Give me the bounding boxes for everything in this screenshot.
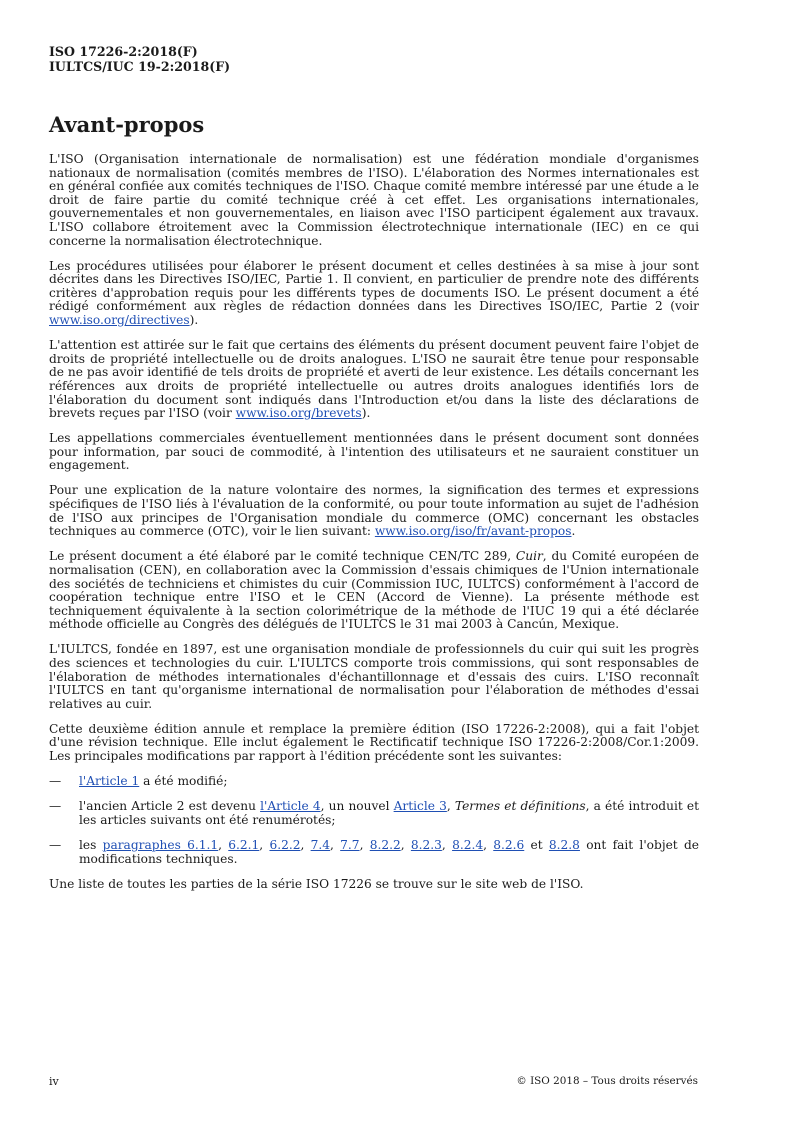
link-directives[interactable]: www.iso.org/directives xyxy=(49,313,190,328)
link-paragraph[interactable]: 8.2.6 xyxy=(493,837,525,852)
link-article-1[interactable]: l'Article 1 xyxy=(79,774,140,789)
link-paragraph[interactable]: 6.2.1 xyxy=(228,837,260,852)
link-paragraph[interactable]: 8.2.2 xyxy=(369,837,401,852)
link-paragraph[interactable]: 8.2.4 xyxy=(452,837,484,852)
link-paragraph[interactable]: 7.7 xyxy=(340,837,360,852)
dash-marker: — xyxy=(49,774,62,789)
link-paragraph[interactable]: 7.4 xyxy=(310,837,331,852)
paragraph-voluntary-nature: Pour une explication de la nature volontaire des normes, la signification des termes et expressions spécifiques de l'ISO liés à l'évaluation de la conformité, ou pour toute information au sujet de l'adhésion de l'ISO aux principes de l'Organisation mondiale du commerce (OMC) concernant les obstacles techniques au commerce (OTC), voir le lien suivant: www.iso.org/iso/fr/avant-propos. xyxy=(49,483,699,539)
link-article-4[interactable]: l'Article 4 xyxy=(260,799,321,814)
iultcs-number: IULTCS/IUC 19-2:2018(F) xyxy=(49,59,231,74)
paragraph-series-list: Une liste de toutes les parties de la série ISO 17226 se trouve sur le site web de l'ISO. xyxy=(49,876,584,891)
paragraph-iultcs: L'IULTCS, fondée en 1897, est une organisation mondiale de professionnels du cuir qui suit les progrès des sciences et technologies du cuir. L'IULTCS comporte trois commissions, qui sont responsables de l'élaboration de méthodes internationales d'échantillonnage et d'essais des cuirs. L'ISO reconnaît l'IULTCS en tant qu'organisme international de normalisation pour l'élaboration de méthodes d'essai relatives au cuir. xyxy=(49,642,699,711)
standard-number: ISO 17226-2:2018(F) xyxy=(49,44,198,59)
link-article-3[interactable]: Article 3 xyxy=(393,799,447,814)
list-item: — l'Article 1 a été modifié; xyxy=(49,774,228,789)
paragraph-procedures: Les procédures utilisées pour élaborer le présent document et celles destinées à sa mise à jour sont décrites dans les Directives ISO/IEC, Partie 1. Il convient, en particulier de prendre note des différents critères d'approbation requis pour les différents types de documents ISO. Le présent document a été rédigé conformément aux règles de rédaction données dans les Directives ISO/IEC, Partie 2 (voir www.iso.org/directives). xyxy=(49,258,699,328)
paragraph-edition: Cette deuxième édition annule et remplace la première édition (ISO 17226-2:2008), qui a fait l'objet d'une révision technique. Elle inclut également le Rectificatif technique ISO 17226-2:2008/Cor.1:2009. Les principales modifications par rapport à l'édition précédente sont les suivantes: xyxy=(49,721,699,764)
link-avant-propos[interactable]: www.iso.org/iso/fr/avant-propos xyxy=(374,524,572,539)
list-item: — l'ancien Article 2 est devenu l'Article 4, un nouvel Article 3, Termes et définitions, a été introduit et les articles suivants ont été renumérotés; xyxy=(49,799,699,827)
dash-marker: — xyxy=(49,837,62,852)
dash-marker: — xyxy=(49,799,62,814)
link-brevets[interactable]: www.iso.org/brevets xyxy=(235,406,362,421)
paragraph-trade-names: Les appellations commerciales éventuellement mentionnées dans le présent document sont données pour information, par souci de commodité, à l'intention des utilisateurs et ne sauraient constituer un engagement. xyxy=(49,431,699,473)
page-number: iv xyxy=(49,1075,59,1088)
paragraph-committee: Le présent document a été élaboré par le comité technique CEN/TC 289, Cuir, du Comité européen de normalisation (CEN), en collaboration avec la Commission d'essais chimiques de l'Union internationale des sociétés de techniciens et chimistes du cuir (Commission IUC, IULTCS) conformément à l'accord de coopération technique entre l'ISO et le CEN (Accord de Vienne). La présente méthode est techniquement équivalente à la section colorimétrique de la méthode de l'IUC 19 qui a été déclarée méthode officielle au Congrès des délégués de l'IULTCS le 31 mai 2003 à Cancún, Mexique. xyxy=(49,549,699,632)
list-item: — les paragraphes 6.1.1, 6.2.1, 6.2.2, 7.4, 7.7, 8.2.2, 8.2.3, 8.2.4, 8.2.6 et 8.2.8 ont fait l'objet de modifications techniques. xyxy=(49,837,700,866)
document-body xyxy=(49,153,699,903)
paragraph-patents: L'attention est attirée sur le fait que certains des éléments du présent document peuvent faire l'objet de droits de propriété intellectuelle ou de droits analogues. L'ISO ne saurait être tenue pour responsable de ne pas avoir identifié de tels droits de propriété et averti de leur existence. Les détails concernant les références aux droits de propriété intellectuelle ou autres droits analogues identifiés lors de l'élaboration du document sont indiqués dans l'Introduction et/ou dans la liste des déclarations de brevets reçues par l'ISO (voir www.iso.org/brevets). xyxy=(49,338,699,421)
link-paragraph[interactable]: 8.2.3 xyxy=(410,837,442,852)
link-paragraph[interactable]: paragraphes 6.1.1 xyxy=(102,837,219,852)
page-title: Avant-propos xyxy=(49,112,205,137)
link-paragraph[interactable]: 8.2.8 xyxy=(548,837,580,852)
copyright-notice: © ISO 2018 – Tous droits réservés xyxy=(516,1075,698,1087)
paragraph-iso-intro: L'ISO (Organisation internationale de normalisation) est une fédération mondiale d'organismes nationaux de normalisation (comités membres de l'ISO). L'élaboration des Normes internationales est en général confiée aux comités techniques de l'ISO. Chaque comité membre intéressé par une étude a le droit de faire partie du comité technique créé à cet effet. Les organisations internationales, gouvernementales et non gouvernementales, en liaison avec l'ISO participent également aux travaux. L'ISO collabore étroitement avec la Commission électrotechnique internationale (IEC) en ce qui concerne la normalisation électrotechnique. xyxy=(49,152,699,248)
link-paragraph[interactable]: 6.2.2 xyxy=(269,837,301,852)
document-header xyxy=(49,44,230,74)
